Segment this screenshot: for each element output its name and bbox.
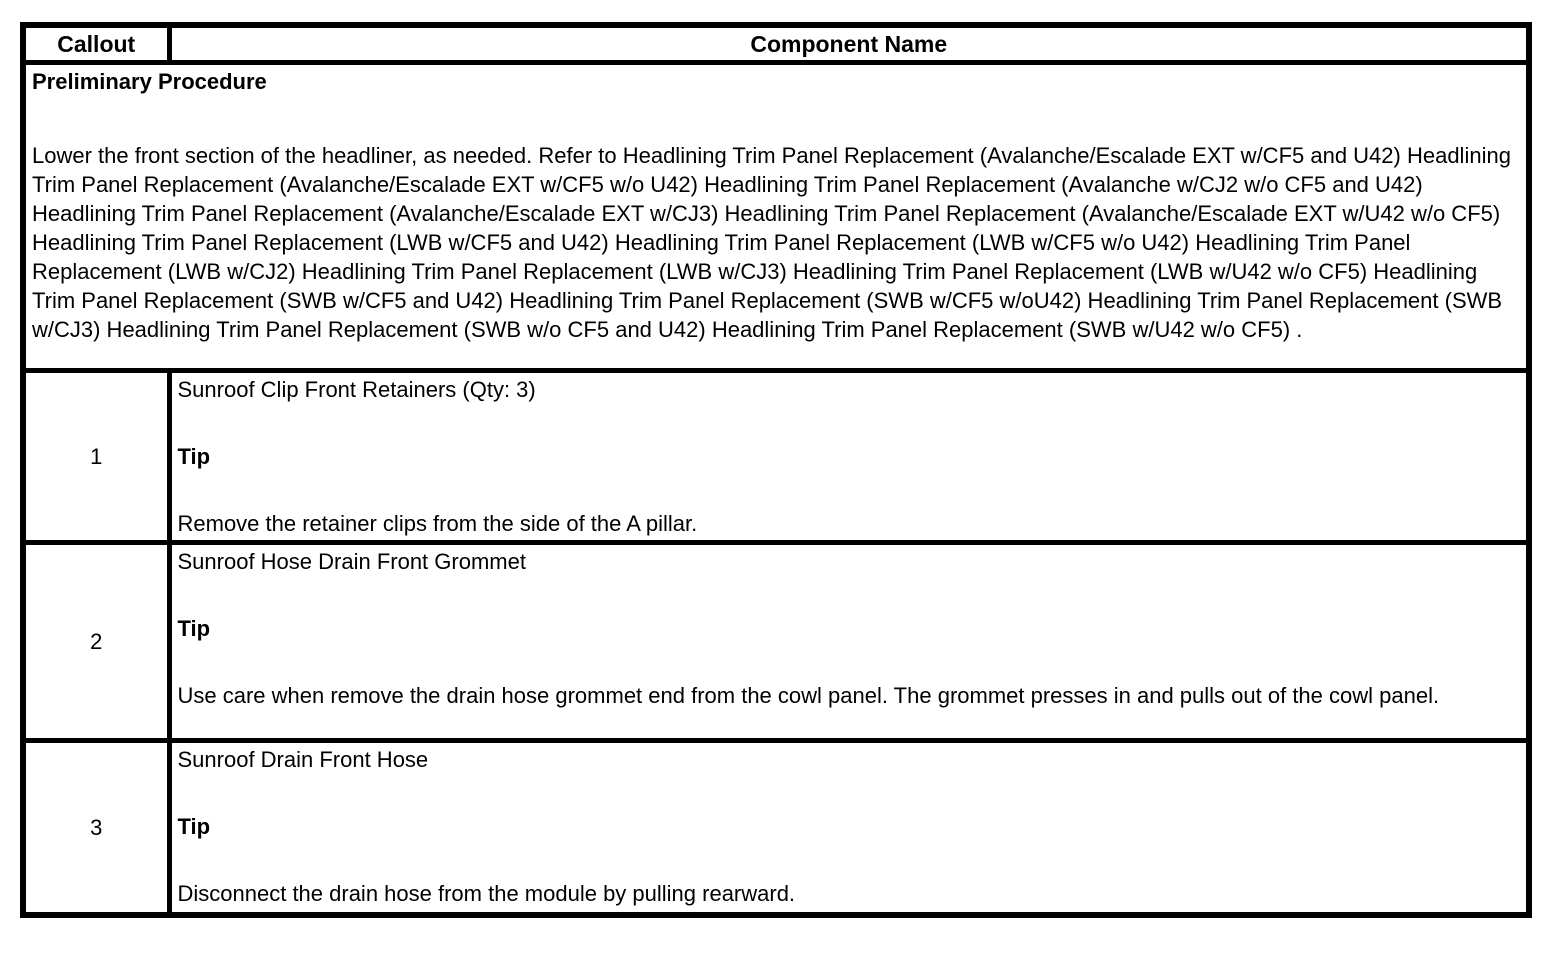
callout-number: 3 [23, 741, 169, 915]
preliminary-procedure-cell [23, 63, 1529, 371]
tip-text: Disconnect the drain hose from the module by pulling rearward. [177, 881, 796, 906]
component-cell [169, 371, 1529, 543]
tip-label: Tip [177, 616, 211, 641]
component-name: Sunroof Clip Front Retainers (Qty: 3) [177, 377, 536, 402]
component-cell [169, 543, 1529, 741]
service-procedure-document [20, 22, 1532, 918]
preliminary-procedure-row [23, 63, 1529, 371]
table-header-row [23, 25, 1529, 63]
preliminary-procedure-title: Preliminary Procedure [32, 69, 267, 94]
table-row [23, 741, 1529, 915]
callout-number: 2 [23, 543, 169, 741]
component-name: Sunroof Drain Front Hose [177, 747, 429, 772]
callout-component-table [20, 22, 1532, 918]
tip-text: Remove the retainer clips from the side of the A pillar. [177, 511, 698, 536]
callout-number: 1 [23, 371, 169, 543]
component-cell [169, 741, 1529, 915]
tip-label: Tip [177, 444, 211, 469]
table-row [23, 543, 1529, 741]
component-name: Sunroof Hose Drain Front Grommet [177, 549, 526, 574]
callout-column-header: Callout [23, 25, 169, 63]
tip-label: Tip [177, 814, 211, 839]
preliminary-procedure-text: Lower the front section of the headliner, as needed. Refer to Headlining Trim Panel Replacement (Avalanche/Escalade EXT w/CF5 and U42) Headlining Trim Panel Replacement (Avalanche/Escalade EXT w/CF5 w/o U42) Headlining Trim Panel Replacement (Avalanche w/CJ2 w/o CF5 and U42) Headlining Trim Panel Replacement (Avalanche/Escalade EXT w/CJ3) Headlining Trim Panel Replacement (Avalanche/Escalade EXT w/U42 w/o CF5) Headlining Trim Panel Replacement (LWB w/CF5 and U42) Headlining Trim Panel Replacement (LWB w/CF5 w/o U42) Headlining Trim Panel Replacement (LWB w/CJ2) Headlining Trim Panel Replacement (LWB w/CJ3) Headlining Trim Panel Replacement (LWB w/U42 w/o CF5) Headlining Trim Panel Replacement (SWB w/CF5 and U42) Headlining Trim Panel Replacement (SWB w/CF5 w/oU42) Headlining Trim Panel Replacement (SWB w/CJ3) Headlining Trim Panel Replacement (SWB w/o CF5 and U42) Headlining Trim Panel Replacement (SWB w/U42 w/o CF5) . [32, 143, 1511, 342]
component-name-column-header: Component Name [169, 25, 1529, 63]
table-row [23, 371, 1529, 543]
tip-text: Use care when remove the drain hose grommet end from the cowl panel. The grommet presses in and pulls out of the cowl panel. [177, 683, 1440, 708]
